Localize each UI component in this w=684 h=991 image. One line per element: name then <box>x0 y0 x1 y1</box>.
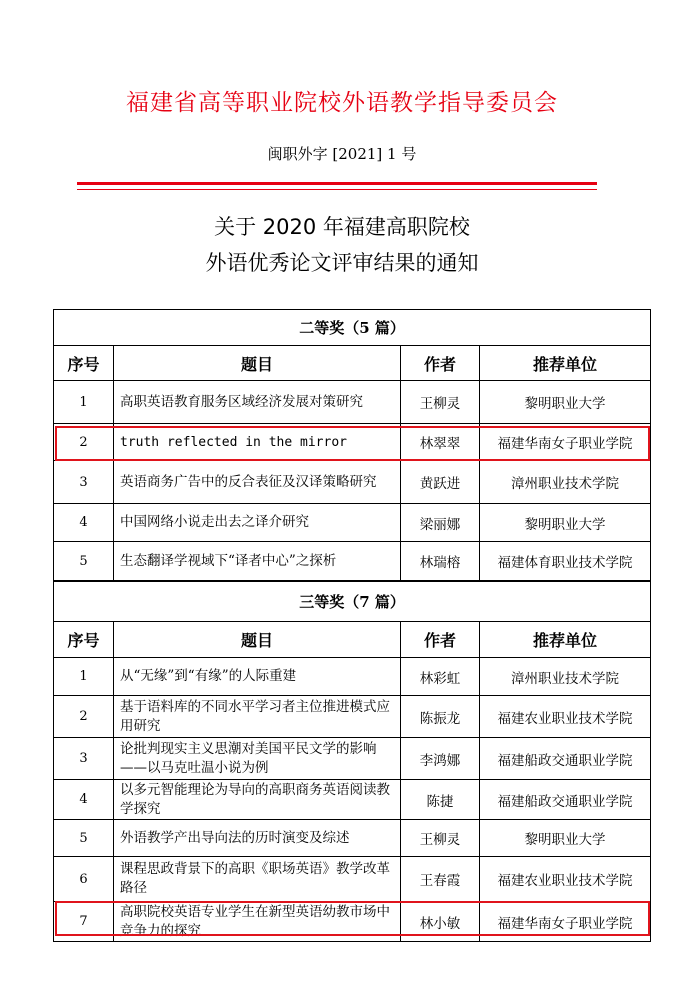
third-prize-heading-row <box>54 582 651 622</box>
red-divider-thick <box>77 182 597 185</box>
table-row <box>54 902 651 942</box>
paper-title: 以多元智能理论为导向的高职商务英语阅读教学探究 <box>114 780 401 820</box>
recommending-unit: 福建船政交通职业学院 <box>480 780 651 820</box>
recommending-unit: 福建船政交通职业学院 <box>480 738 651 780</box>
row-number: 2 <box>54 696 114 738</box>
table-row <box>54 542 651 581</box>
row-number: 2 <box>54 424 114 461</box>
column-header-title: 题目 <box>114 622 401 658</box>
row-number: 1 <box>54 381 114 424</box>
table-row <box>54 780 651 820</box>
column-header-row <box>54 346 651 381</box>
recommending-unit: 黎明职业大学 <box>480 504 651 542</box>
paper-title: truth reflected in the mirror <box>114 424 401 461</box>
paper-title: 中国网络小说走出去之译介研究 <box>114 504 401 542</box>
table-row <box>54 658 651 696</box>
row-number: 3 <box>54 461 114 504</box>
row-number: 5 <box>54 542 114 581</box>
author-name: 梁丽娜 <box>401 504 480 542</box>
row-number: 5 <box>54 820 114 857</box>
recommending-unit: 福建体育职业技术学院 <box>480 542 651 581</box>
table-row <box>54 461 651 504</box>
second-prize-heading-row <box>54 310 651 346</box>
row-number: 4 <box>54 780 114 820</box>
row-number: 4 <box>54 504 114 542</box>
column-header-unit: 推荐单位 <box>480 346 651 381</box>
table-row <box>54 738 651 780</box>
recommending-unit: 福建农业职业技术学院 <box>480 857 651 902</box>
paper-title: 高职英语教育服务区域经济发展对策研究 <box>114 381 401 424</box>
column-header-unit: 推荐单位 <box>480 622 651 658</box>
recommending-unit: 漳州职业技术学院 <box>480 658 651 696</box>
paper-title: 高职院校英语专业学生在新型英语幼教市场中竞争力的探究 <box>114 902 401 942</box>
author-name: 黄跃进 <box>401 461 480 504</box>
recommending-unit: 福建华南女子职业学院 <box>480 424 651 461</box>
recommending-unit: 福建农业职业技术学院 <box>480 696 651 738</box>
recommending-unit: 黎明职业大学 <box>480 820 651 857</box>
column-header-author: 作者 <box>401 346 480 381</box>
column-header-no: 序号 <box>54 346 114 381</box>
row-number: 7 <box>54 902 114 942</box>
second-prize-table <box>53 309 651 581</box>
recommending-unit: 福建华南女子职业学院 <box>480 902 651 942</box>
author-name: 林小敏 <box>401 902 480 942</box>
table-row <box>54 381 651 424</box>
recommending-unit: 黎明职业大学 <box>480 381 651 424</box>
column-header-no: 序号 <box>54 622 114 658</box>
second-prize-heading: 二等奖（5 篇） <box>54 310 651 346</box>
third-prize-table <box>53 581 651 942</box>
paper-title: 基于语料库的不同水平学习者主位推进模式应用研究 <box>114 696 401 738</box>
red-divider-thin <box>77 189 597 190</box>
column-header-row <box>54 622 651 658</box>
paper-title: 课程思政背景下的高职《职场英语》教学改革路径 <box>114 857 401 902</box>
paper-title: 生态翻译学视域下“译者中心”之探析 <box>114 542 401 581</box>
notice-title-line1: 关于 2020 年福建高职院校 <box>214 215 470 239</box>
third-prize-heading: 三等奖（7 篇） <box>54 582 651 622</box>
row-number: 3 <box>54 738 114 780</box>
paper-title: 从“无缘”到“有缘”的人际重建 <box>114 658 401 696</box>
table-row <box>54 504 651 542</box>
notice-title-line2: 外语优秀论文评审结果的通知 <box>205 251 479 275</box>
table-row <box>54 696 651 738</box>
column-header-author: 作者 <box>401 622 480 658</box>
author-name: 林瑞榕 <box>401 542 480 581</box>
author-name: 林彩虹 <box>401 658 480 696</box>
table-row <box>54 424 651 461</box>
row-number: 1 <box>54 658 114 696</box>
row-number: 6 <box>54 857 114 902</box>
paper-title: 英语商务广告中的反合表征及汉译策略研究 <box>114 461 401 504</box>
recommending-unit: 漳州职业技术学院 <box>480 461 651 504</box>
author-name: 陈振龙 <box>401 696 480 738</box>
author-name: 陈捷 <box>401 780 480 820</box>
author-name: 王春霞 <box>401 857 480 902</box>
document-number: 闽职外字 [2021] 1 号 <box>267 145 417 163</box>
author-name: 李鸿娜 <box>401 738 480 780</box>
committee-title: 福建省高等职业院校外语教学指导委员会 <box>126 90 558 116</box>
column-header-title: 题目 <box>114 346 401 381</box>
author-name: 王柳灵 <box>401 381 480 424</box>
paper-title: 外语教学产出导向法的历时演变及综述 <box>114 820 401 857</box>
table-row <box>54 820 651 857</box>
paper-title: 论批判现实主义思潮对美国平民文学的影响——以马克吐温小说为例 <box>114 738 401 780</box>
table-row <box>54 857 651 902</box>
author-name: 王柳灵 <box>401 820 480 857</box>
author-name: 林翠翠 <box>401 424 480 461</box>
